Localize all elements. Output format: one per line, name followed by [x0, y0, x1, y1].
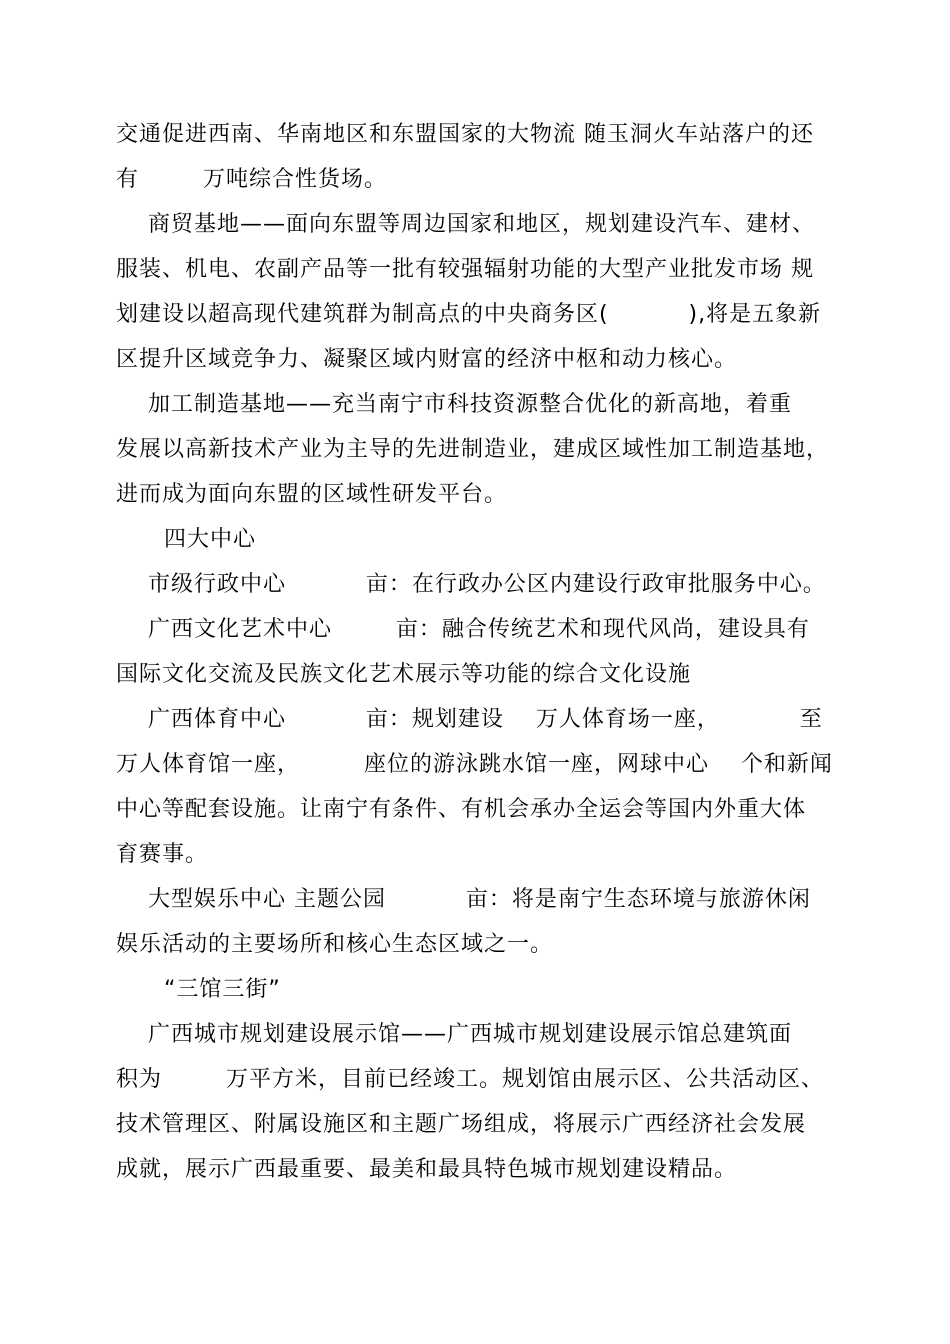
text-line: 国际文化交流及民族文化艺术展示等功能的综合文化设施 — [116, 662, 692, 687]
text-line: 有 万吨综合性货场。 — [116, 167, 387, 192]
text-line: 成就，展示广西最重要、最美和最具特色城市规划建设精品。 — [116, 1157, 738, 1182]
text-line: 积为 万平方米，目前已经竣工。规划馆由展示区、公共活动区、 — [116, 1067, 824, 1092]
text-line: 商贸基地——面向东盟等周边国家和地区，规划建设汽车、建材、 — [116, 212, 815, 237]
text-line: 广西城市规划建设展示馆——广西城市规划建设展示馆总建筑面 — [116, 1022, 792, 1047]
section-heading: “三馆三街” — [116, 977, 281, 1002]
text-line: 技术管理区、附属设施区和主题广场组成，将展示广西经济社会发展 — [116, 1112, 807, 1137]
text-line: 中心等配套设施。让南宁有条件、有机会承办全运会等国内外重大体 — [116, 797, 807, 822]
text-line: 娱乐活动的主要场所和核心生态区域之一。 — [116, 932, 554, 957]
text-line: 划建设以超高现代建筑群为制高点的中央商务区( ),将是五象新 — [116, 302, 822, 327]
text-line: 万人体育馆一座， 座位的游泳跳水馆一座，网球中心 个和新闻 — [116, 752, 833, 777]
text-line: 区提升区域竞争力、凝聚区域内财富的经济中枢和动力核心。 — [116, 347, 738, 372]
text-line: 服装、机电、农副产品等一批有较强辐射功能的大型产业批发市场 规 — [116, 257, 814, 282]
text-line: 发展以高新技术产业为主导的先进制造业，建成区域性加工制造基地， — [116, 437, 830, 462]
text-line: 加工制造基地——充当南宁市科技资源整合优化的新高地，着重 — [116, 392, 792, 417]
text-line: 进而成为面向东盟的区域性研发平台。 — [116, 482, 508, 507]
text-line: 广西文化艺术中心 亩：融合传统艺术和现代风尚，建设具有 — [116, 617, 810, 642]
text-line: 育赛事。 — [116, 842, 209, 867]
section-heading: 四大中心 — [116, 527, 256, 552]
text-line: 大型娱乐中心 主题公园 亩：将是南宁生态环境与旅游休闲 — [116, 887, 811, 912]
text-line: 市级行政中心 亩：在行政办公区内建设行政审批服务中心。 — [116, 572, 826, 597]
text-line: 广西体育中心 亩：规划建设 万人体育场一座， 至 — [116, 707, 823, 732]
text-line: 交通促进西南、华南地区和东盟国家的大物流 随玉洞火车站落户的还 — [116, 122, 814, 147]
